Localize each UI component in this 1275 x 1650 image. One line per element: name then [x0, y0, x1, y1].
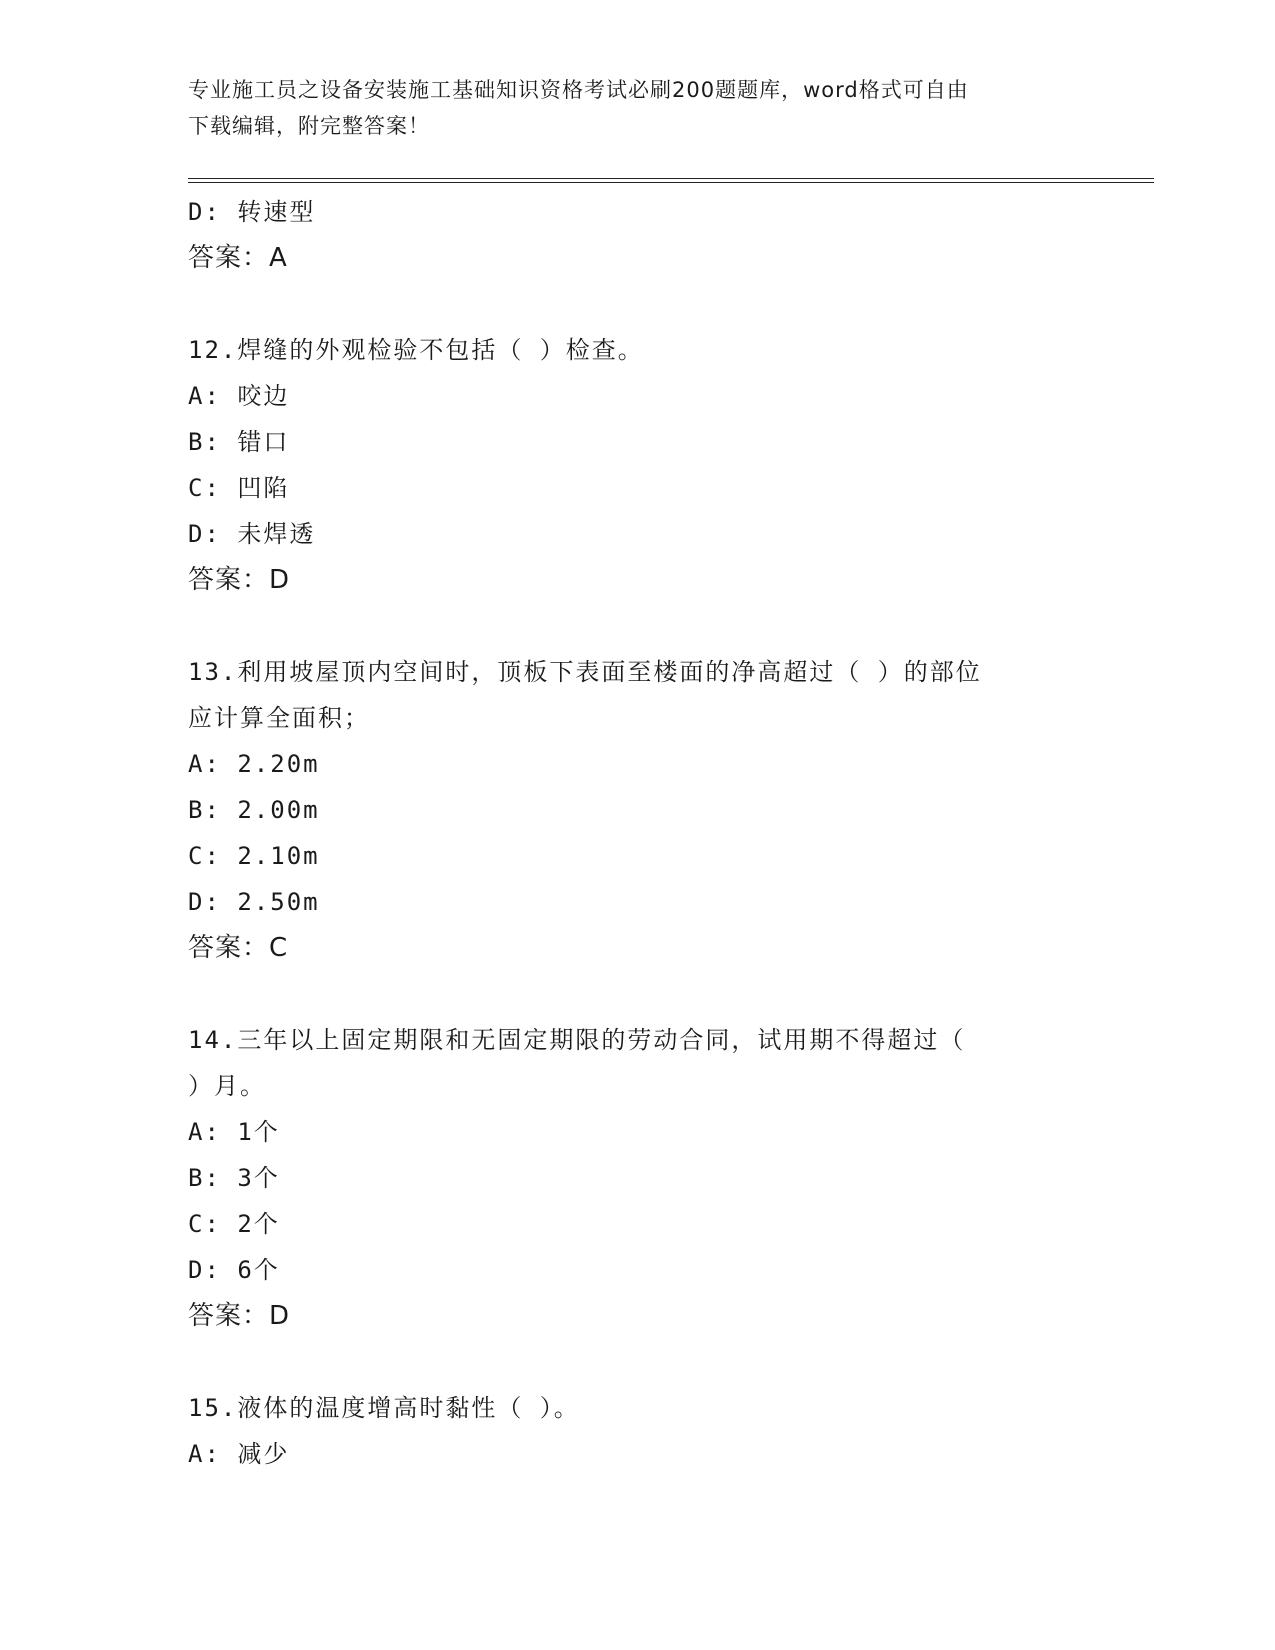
option-d: D: 转速型	[188, 198, 316, 226]
option-a: A: 咬边	[188, 382, 290, 410]
option-a: A: 2.20m	[188, 750, 320, 778]
question-12	[188, 327, 1088, 603]
option-c: C: 2个	[188, 1210, 280, 1238]
spacer	[188, 603, 1088, 649]
header-line-1: 专业施工员之设备安装施工基础知识资格考试必刷200题题库，word格式可自由	[188, 78, 969, 102]
option-a: A: 1个	[188, 1118, 280, 1146]
answer-line: 答案：D	[188, 565, 291, 595]
question-stem-continued: 应计算全面积；	[188, 704, 370, 732]
question-stem: 12.焊缝的外观检验不包括（ ）检查。	[188, 336, 644, 364]
header-divider-bottom	[188, 182, 1154, 183]
question-stem-continued: ）月。	[188, 1072, 266, 1100]
question-stem: 15.液体的温度增高时黏性（ ）。	[188, 1394, 580, 1422]
question-13	[188, 649, 1088, 971]
spacer	[188, 1339, 1088, 1385]
question-stem: 14.三年以上固定期限和无固定期限的劳动合同，试用期不得超过（	[188, 1026, 966, 1054]
option-b: B: 3个	[188, 1164, 280, 1192]
option-d: D: 6个	[188, 1256, 280, 1284]
question-content	[188, 189, 1088, 1477]
option-b: B: 错口	[188, 428, 290, 456]
option-b: B: 2.00m	[188, 796, 320, 824]
answer-line: 答案：C	[188, 933, 289, 963]
spacer	[188, 281, 1088, 327]
spacer	[188, 971, 1088, 1017]
header-divider-top	[188, 178, 1154, 179]
document-header	[188, 72, 1068, 144]
answer-line: 答案：D	[188, 1301, 291, 1331]
question-15	[188, 1385, 1088, 1477]
option-d: D: 未焊透	[188, 520, 316, 548]
option-d: D: 2.50m	[188, 888, 320, 916]
option-a: A: 减少	[188, 1440, 290, 1468]
header-line-2: 下载编辑，附完整答案！	[188, 114, 430, 138]
question-14	[188, 1017, 1088, 1339]
option-c: C: 2.10m	[188, 842, 320, 870]
option-c: C: 凹陷	[188, 474, 290, 502]
answer-line: 答案：A	[188, 243, 288, 273]
question-stem: 13.利用坡屋顶内空间时，顶板下表面至楼面的净高超过（ ）的部位	[188, 658, 982, 686]
